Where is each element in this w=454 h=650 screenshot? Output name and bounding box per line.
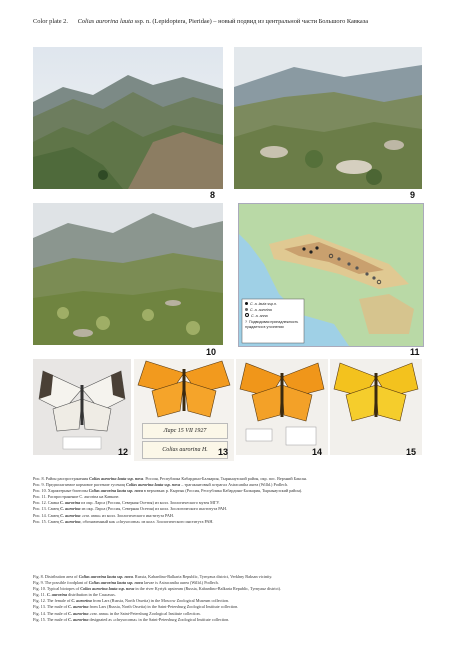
caption-ru-14: Рис. 14. Самец C. aurorina «var. anna» из колл. Зоологического института РАН. [33,512,174,518]
figure-8-photo [33,47,223,189]
figure-number-11: 11 [410,347,420,357]
caption-ru-13: Рис. 13. Самец C. aurorina из окр. Ларса (Россия, Северная Осетия) из колл. Зоологического института РАН. [33,506,228,512]
figure-number-12: 12 [118,447,129,457]
caption-en-13: Fig. 13. The male of C. aurorina from Lars (Russia, North Ossetia) in the Saint-Petersburg Zoological Institute collection. [33,604,239,610]
caption-en-9: Fig. 9. The possible foodplant of Colias aurorina lauta ssp. nova larvae is Astracantha aurea (Willd.) Podlech. [33,580,219,586]
caption-en-10: Fig. 10. Typical biotopes of Colias aurorina lauta ssp. nova in the river Kyrtyk upstream (Russia, Kabardino-Balkaria Republic, Tyrnyauz district). [33,586,282,592]
figure-number-8: 8 [210,190,216,200]
caption-ru-11: Рис. 11. Распространение C. aurorina на Кавказе. [33,494,120,500]
figure-number-10: 10 [206,347,217,357]
figure-number-14: 14 [312,447,323,457]
plate-label: Color plate 2. [33,18,68,25]
figure-13-photo [134,359,234,461]
figure-11-map [238,203,424,347]
figure-9-photo [234,47,422,189]
caption-en-8: Fig. 8. Distribution area of Colias aurorina lauta ssp. nova. Russia, Kabardino-Balkaria Republic, Tyrnyauz district, Verkhny Baksan vicinity. [33,574,273,579]
caption-ru-9: Рис. 9. Предполагаемое кормовое растение гусениц Colias aurorina lauta ssp. nova – трагакантовый астрагал Astracantha aurea (Willd.) Podlech. [33,482,289,488]
legend-unknown: ? Подвидовая принадлежность нуждается в уточнении [245,319,299,330]
captions-english [33,574,423,623]
header-species: Colias aurorina lauta [77,18,134,25]
legend-aurorina: C. a. aurorina [245,308,305,314]
caption-en-12: Fig. 12. The female of C. aurorina from Lars (Russia, North Ossetia) in the Moscow Zoological Museum collection. [33,598,230,604]
legend-anna: C. a. anna [245,313,305,320]
captions-russian [33,476,423,525]
caption-ru-8: Рис. 8. Район распространения Colias aurorina lauta ssp. nova. Россия, Республика Кабардино-Балкария, Тырныаузский район, окр. пос. Верхний Баксан. [33,476,307,481]
caption-ru-15: Рис. 15. Самец C. aurorina, обозначенный как «chrysocoma» из колл. Зоологического института РАН. [33,518,214,524]
page-header [33,18,433,25]
figure-12-photo [33,359,131,455]
figure-number-13: 13 [218,447,229,457]
figure-14-photo [236,359,328,455]
specimen-label-1: Ларс 15 VII 1927 [142,423,228,439]
figure-number-15: 15 [406,447,417,457]
figure-number-9: 9 [410,190,416,200]
specimen-label-2: Colias aurorina H. [142,441,228,459]
figure-10-photo [33,203,223,345]
caption-en-14: Fig. 14. The male of C. aurorina «var. anna» in the Saint-Petersburg Zoological Institute collection. [33,610,201,616]
map-legend [245,302,305,331]
caption-ru-10: Рис. 10. Характерные биотопы Colias aurorina lauta ssp. nova в верховьях р. Кыртык (Россия, Республика Кабардино-Балкария, Тырныаузский район). [33,488,303,494]
caption-en-15: Fig. 15. The male of C. aurorina designated as «chrysocoma» in the Saint-Petersburg Zoological Institute collection. [33,616,230,622]
caption-en-11: Fig. 11. C. aurorina distribution in the Caucasus. [33,592,116,598]
caption-ru-12: Рис. 12. Самка C. aurorina из окр. Ларса (Россия, Северная Осетия) из колл. Зоологического музея МГУ. [33,500,220,506]
figure-15-photo [330,359,422,455]
legend-lauta: C. a. lauta ssp.n. [245,302,305,308]
header-title: ssp. n. (Lepidoptera, Pieridae) – новый подвид из центральной части Большого Кавказа [133,18,369,25]
